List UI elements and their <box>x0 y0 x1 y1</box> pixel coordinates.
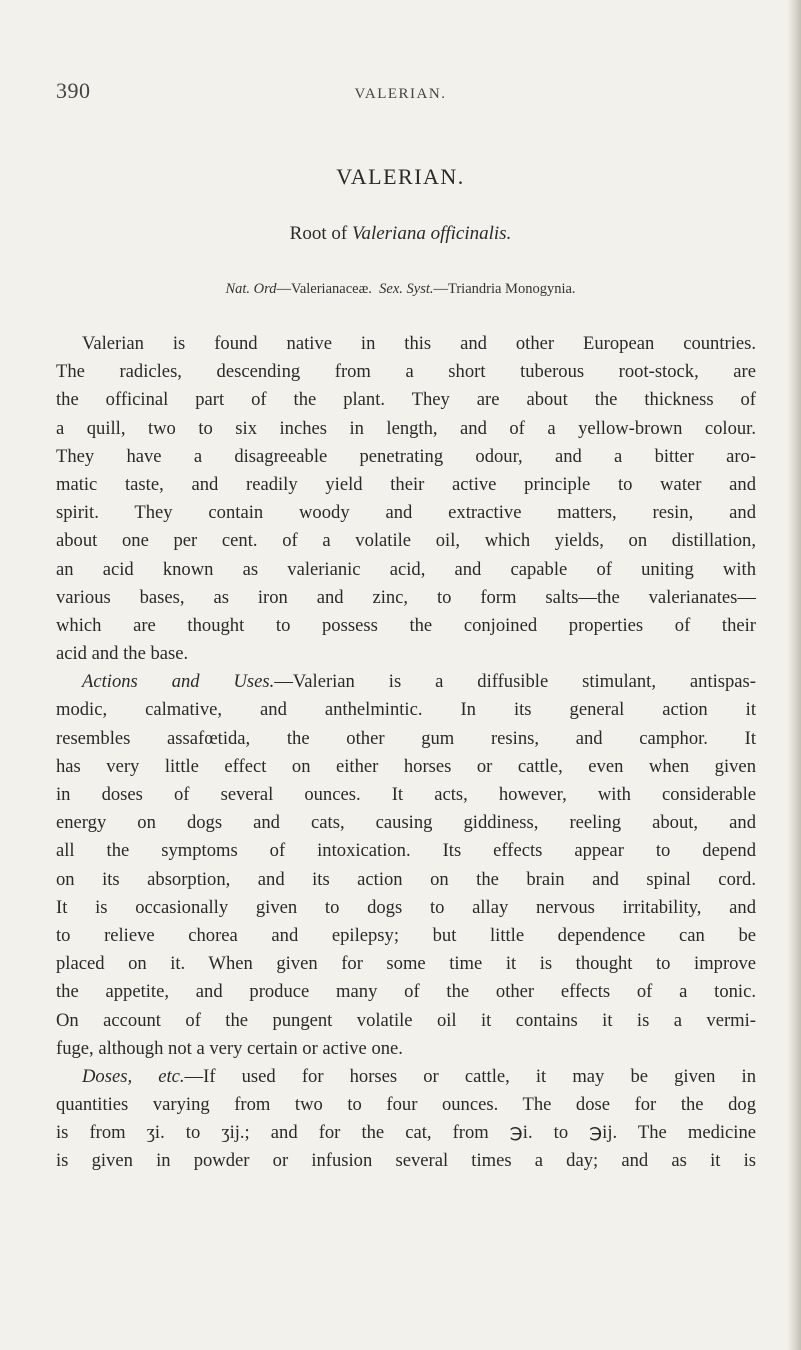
page-edge-shadow <box>787 0 801 1350</box>
text-line: matic taste, and readily yield their active principle to water and <box>56 473 756 495</box>
nat-ord-label: Nat. Ord <box>225 281 277 297</box>
section-heading-doses: Doses, etc. <box>82 1065 185 1087</box>
paragraph-description <box>56 330 756 668</box>
text-line: all the symptoms of intoxication. Its effects appear to depend <box>56 840 756 862</box>
sex-syst-value: —Triandria Monogynia. <box>433 281 576 297</box>
subtitle-prefix: Root of <box>289 223 348 244</box>
text-line: resembles assafœtida, the other gum resins, and camphor. It <box>56 727 756 749</box>
text-line <box>56 668 756 696</box>
text-line: which are thought to possess the conjoined properties of their <box>56 614 756 636</box>
text-line: They have a disagreeable penetrating odour, and a bitter aro- <box>56 445 756 467</box>
sex-syst-label: Sex. Syst. <box>379 281 434 297</box>
text-line: is from ʒi. to ʒij.; and for the cat, from ℈i. to ℈ij. The medicine <box>56 1122 756 1144</box>
text-line: has very little effect on either horses or cattle, even when given <box>56 755 756 777</box>
text-line: a quill, two to six inches in length, and of a yellow-brown colour. <box>56 417 756 439</box>
text-line: an acid known as valerianic acid, and capable of uniting with <box>56 558 756 580</box>
text-line: on its absorption, and its action on the brain and spinal cord. <box>56 868 756 890</box>
text-line: the officinal part of the plant. They are about the thickness of <box>56 389 756 411</box>
nat-ord-value: —Valerianaceæ. <box>276 281 372 297</box>
paragraph-doses <box>56 1063 756 1176</box>
botanical-classification <box>0 281 801 298</box>
text-line: The radicles, descending from a short tuberous root-stock, are <box>56 361 756 383</box>
running-head: VALERIAN. <box>354 86 447 102</box>
paragraph-actions-and-uses <box>56 668 756 1063</box>
text-line: On account of the pungent volatile oil it contains it is a vermi- <box>56 1009 756 1031</box>
text-line: fuge, although not a very certain or active one. <box>56 1037 403 1059</box>
text-line: to relieve chorea and epilepsy; but little dependence can be <box>56 924 756 946</box>
text-run: —Valerian is a diffusible stimulant, antispas- <box>274 671 756 693</box>
article-title: VALERIAN. <box>336 164 465 189</box>
article-body <box>56 330 756 1176</box>
text-line: energy on dogs and cats, causing giddiness, reeling about, and <box>56 812 756 834</box>
text-line: quantities varying from two to four ounces. The dose for the dog <box>56 1094 756 1116</box>
text-line: Valerian is found native in this and other European countries. <box>82 333 756 354</box>
text-line: spirit. They contain woody and extractive matters, resin, and <box>56 502 756 524</box>
text-line: about one per cent. of a volatile oil, which yields, on distillation, <box>56 530 756 552</box>
text-line: modic, calmative, and anthelmintic. In its general action it <box>56 699 756 721</box>
page-number: 390 <box>56 78 91 103</box>
text-line: placed on it. When given for some time it is thought to improve <box>56 953 756 975</box>
text-line: is given in powder or infusion several times a day; and as it is <box>56 1150 756 1172</box>
text-run: —If used for horses or cattle, it may be given in <box>184 1065 757 1087</box>
text-line: in doses of several ounces. It acts, however, with considerable <box>56 784 756 805</box>
section-heading-actions: Actions and Uses. <box>82 671 275 693</box>
text-line <box>56 1063 756 1091</box>
text-line: various bases, as iron and zinc, to form salts—the valerianates— <box>56 586 756 608</box>
article-subtitle <box>0 223 801 245</box>
subtitle-latin-name: Valeriana officinalis. <box>351 223 512 244</box>
text-line: acid and the base. <box>56 643 189 665</box>
text-line: It is occasionally given to dogs to allay nervous irritability, and <box>56 896 756 918</box>
text-line: the appetite, and produce many of the other effects of a tonic. <box>56 981 756 1003</box>
